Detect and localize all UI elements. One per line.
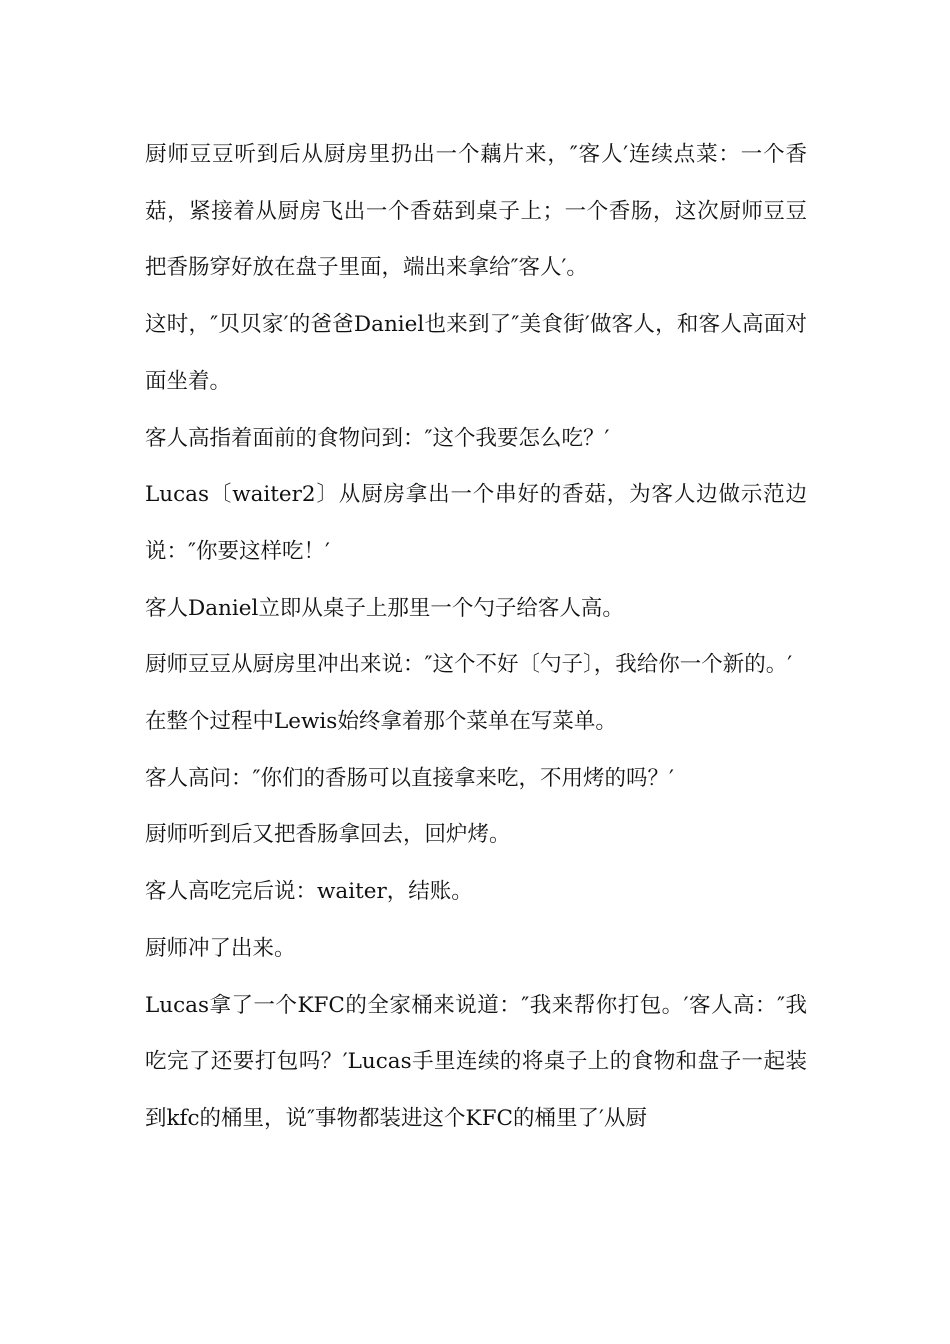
paragraph-6: 厨师豆豆从厨房里冲出来说：″这个不好〔勺子〕，我给你一个新的。′ xyxy=(145,652,793,678)
paragraph-2: 这时，″贝贝家′的爸爸Daniel也来到了″美食街′做客人，和客人高面对面坐着。 xyxy=(145,312,807,394)
paragraph-11: 厨师冲了出来。 xyxy=(145,935,296,961)
paragraph-12: Lucas拿了一个KFC的全家桶来说道：″我来帮你打包。′客人高：″我吃完了还要打包吗？′Lucas手里连续的将桌子上的食物和盘子一起装到kfc的桶里，说″事物都装进这个KFC的桶里了′从厨 xyxy=(145,992,807,1131)
paragraph-9: 厨师听到后又把香肠拿回去，回炉烤。 xyxy=(145,822,511,848)
paragraph-4: Lucas〔waiter2〕从厨房拿出一个串好的香菇，为客人边做示范边说：″你要这样吃！′ xyxy=(145,482,807,564)
document-body xyxy=(145,127,807,1148)
paragraph-8: 客人高问：″你们的香肠可以直接拿来吃，不用烤的吗？′ xyxy=(145,765,674,791)
paragraph-7: 在整个过程中Lewis始终拿着那个菜单在写菜单。 xyxy=(145,709,617,735)
paragraph-10: 客人高吃完后说：waiter，结账。 xyxy=(145,879,473,905)
paragraph-1: 厨师豆豆听到后从厨房里扔出一个藕片来，″客人′连续点菜：一个香菇，紧接着从厨房飞出一个香菇到桌子上；一个香肠，这次厨师豆豆把香肠穿好放在盘子里面，端出来拿给″客人′。 xyxy=(145,142,807,281)
paragraph-5: 客人Daniel立即从桌子上那里一个勺子给客人高。 xyxy=(145,595,624,621)
paragraph-3: 客人高指着面前的食物问到：″这个我要怎么吃？′ xyxy=(145,425,610,451)
